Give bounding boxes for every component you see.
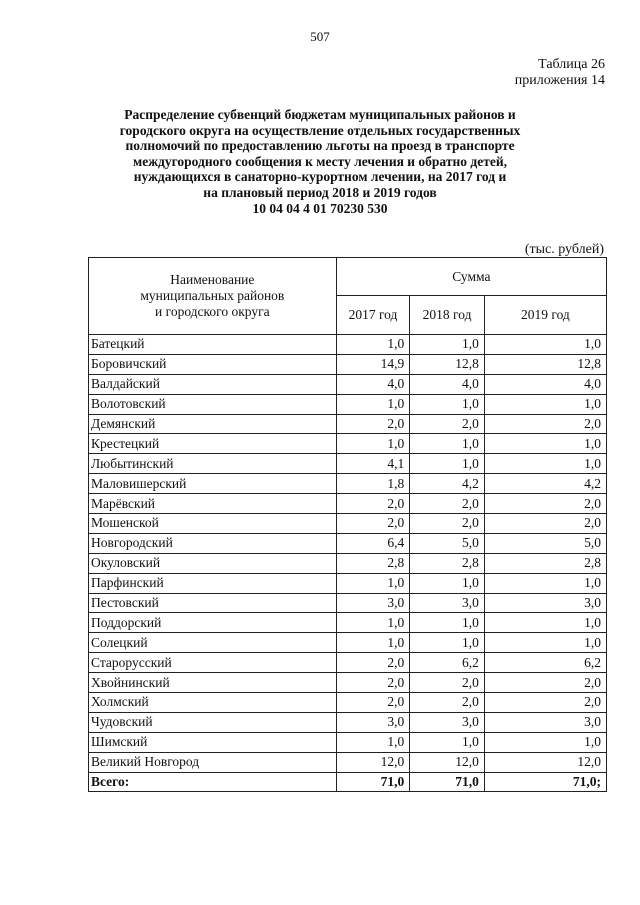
table-row: [89, 394, 607, 414]
district-name-cell: Хвойнинский: [89, 673, 337, 693]
value-2017-cell: 1,0: [336, 434, 410, 454]
value-2019-cell: 1,0: [484, 573, 606, 593]
value-2019-cell: 1,0: [484, 335, 606, 355]
district-name-cell: Шимский: [89, 732, 337, 752]
total-2017-cell: 71,0: [336, 772, 410, 792]
value-2017-cell: 2,0: [336, 673, 410, 693]
header-name-line: Наименование: [170, 272, 255, 287]
value-2018-cell: 2,0: [410, 673, 485, 693]
value-2019-cell: 2,0: [484, 673, 606, 693]
value-2019-cell: 1,0: [484, 434, 606, 454]
value-2019-cell: 12,0: [484, 752, 606, 772]
table-row: [89, 514, 607, 534]
table-row: [89, 354, 607, 374]
table-row: [89, 533, 607, 553]
value-2017-cell: 12,0: [336, 752, 410, 772]
value-2018-cell: 1,0: [410, 613, 485, 633]
value-2017-cell: 1,0: [336, 732, 410, 752]
value-2017-cell: 1,0: [336, 335, 410, 355]
value-2019-cell: 1,0: [484, 613, 606, 633]
table-row: [89, 732, 607, 752]
district-name-cell: Поддорский: [89, 613, 337, 633]
value-2018-cell: 3,0: [410, 593, 485, 613]
table-row: [89, 573, 607, 593]
value-2017-cell: 3,0: [336, 712, 410, 732]
value-2018-cell: 2,8: [410, 553, 485, 573]
header-name-cell: [89, 258, 337, 335]
value-2018-cell: 1,0: [410, 732, 485, 752]
header-sum: Сумма: [336, 258, 606, 296]
district-name-cell: Мошенской: [89, 514, 337, 534]
value-2017-cell: 1,0: [336, 613, 410, 633]
header-year-2019: 2019 год: [484, 296, 606, 335]
table-row: [89, 693, 607, 713]
value-2017-cell: 2,0: [336, 514, 410, 534]
value-2018-cell: 1,0: [410, 573, 485, 593]
table-body: [89, 335, 607, 792]
header-row: [89, 258, 607, 296]
value-2019-cell: 1,0: [484, 633, 606, 653]
value-2019-cell: 2,0: [484, 693, 606, 713]
header-year-2017: 2017 год: [336, 296, 410, 335]
value-2018-cell: 2,0: [410, 494, 485, 514]
total-2018-cell: 71,0: [410, 772, 485, 792]
value-2017-cell: 4,0: [336, 374, 410, 394]
value-2019-cell: 2,0: [484, 414, 606, 434]
value-2019-cell: 2,0: [484, 514, 606, 534]
value-2019-cell: 1,0: [484, 394, 606, 414]
district-name-cell: Маловишерский: [89, 474, 337, 494]
table-row: [89, 474, 607, 494]
value-2018-cell: 1,0: [410, 454, 485, 474]
value-2017-cell: 2,0: [336, 494, 410, 514]
title-line: городского округа на осуществление отдельных государственных: [119, 122, 521, 138]
value-2018-cell: 2,0: [410, 414, 485, 434]
total-label-cell: Всего:: [89, 772, 337, 792]
table-ref-line1: Таблица 26: [538, 57, 605, 72]
table-header: [89, 258, 607, 335]
value-2019-cell: 4,0: [484, 374, 606, 394]
district-name-cell: Новгородский: [89, 533, 337, 553]
value-2017-cell: 1,0: [336, 573, 410, 593]
value-2017-cell: 2,0: [336, 653, 410, 673]
table-row: [89, 712, 607, 732]
value-2019-cell: 4,2: [484, 474, 606, 494]
district-name-cell: Демянский: [89, 414, 337, 434]
district-name-cell: Волотовский: [89, 394, 337, 414]
value-2019-cell: 2,0: [484, 494, 606, 514]
value-2019-cell: 5,0: [484, 533, 606, 553]
district-name-cell: Окуловский: [89, 553, 337, 573]
value-2018-cell: 3,0: [410, 712, 485, 732]
value-2018-cell: 6,2: [410, 653, 485, 673]
table-row: [89, 673, 607, 693]
table-row: [89, 454, 607, 474]
table-row: [89, 414, 607, 434]
table-row: [89, 633, 607, 653]
district-name-cell: Крестецкий: [89, 434, 337, 454]
table-row: [89, 494, 607, 514]
value-2019-cell: 3,0: [484, 712, 606, 732]
district-name-cell: Боровичский: [89, 354, 337, 374]
value-2019-cell: 6,2: [484, 653, 606, 673]
district-name-cell: Марёвский: [89, 494, 337, 514]
subsidy-table: [88, 257, 607, 792]
value-2018-cell: 1,0: [410, 394, 485, 414]
value-2018-cell: 4,0: [410, 374, 485, 394]
value-2018-cell: 4,2: [410, 474, 485, 494]
district-name-cell: Великий Новгород: [89, 752, 337, 772]
budget-classification-code: 10 04 04 4 01 70230 530: [252, 200, 388, 216]
value-2017-cell: 2,0: [336, 414, 410, 434]
value-2019-cell: 1,0: [484, 454, 606, 474]
units-label: (тыс. рублей): [524, 242, 604, 257]
district-name-cell: Парфинский: [89, 573, 337, 593]
table-reference: [515, 57, 605, 89]
value-2018-cell: 2,0: [410, 514, 485, 534]
value-2017-cell: 6,4: [336, 533, 410, 553]
value-2017-cell: 14,9: [336, 354, 410, 374]
value-2017-cell: 1,0: [336, 394, 410, 414]
district-name-cell: Холмский: [89, 693, 337, 713]
district-name-cell: Чудовский: [89, 712, 337, 732]
district-name-cell: Валдайский: [89, 374, 337, 394]
value-2017-cell: 2,8: [336, 553, 410, 573]
table-row: [89, 434, 607, 454]
value-2018-cell: 1,0: [410, 434, 485, 454]
value-2019-cell: 3,0: [484, 593, 606, 613]
title-line: на плановый период 2018 и 2019 годов: [203, 184, 437, 200]
value-2018-cell: 1,0: [410, 335, 485, 355]
table-row: [89, 553, 607, 573]
header-name-line: муниципальных районов: [140, 288, 285, 303]
value-2018-cell: 1,0: [410, 633, 485, 653]
value-2017-cell: 4,1: [336, 454, 410, 474]
value-2019-cell: 1,0: [484, 732, 606, 752]
table-row: [89, 653, 607, 673]
table-row: [89, 374, 607, 394]
header-name-line: и городского округа: [155, 304, 270, 319]
total-2019-cell: 71,0;: [484, 772, 606, 792]
value-2018-cell: 5,0: [410, 533, 485, 553]
district-name-cell: Пестовский: [89, 593, 337, 613]
table-row: [89, 613, 607, 633]
value-2017-cell: 1,8: [336, 474, 410, 494]
total-row: [89, 772, 607, 792]
value-2018-cell: 2,0: [410, 693, 485, 713]
table-ref-line2: приложения 14: [514, 73, 605, 88]
value-2017-cell: 3,0: [336, 593, 410, 613]
district-name-cell: Любытинский: [89, 454, 337, 474]
district-name-cell: Батецкий: [89, 335, 337, 355]
value-2018-cell: 12,0: [410, 752, 485, 772]
district-name-cell: Солецкий: [89, 633, 337, 653]
title-line: Распределение субвенций бюджетам муниципальных районов и: [124, 107, 516, 122]
table-row: [89, 752, 607, 772]
value-2017-cell: 1,0: [336, 633, 410, 653]
district-name-cell: Старорусский: [89, 653, 337, 673]
value-2018-cell: 12,8: [410, 354, 485, 374]
title-line: полномочий по предоставлению льготы на проезд в транспорте: [125, 138, 515, 154]
table-row: [89, 593, 607, 613]
value-2019-cell: 2,8: [484, 553, 606, 573]
table-row: [89, 335, 607, 355]
value-2019-cell: 12,8: [484, 354, 606, 374]
title-line: междугородного сообщения к месту лечения и обратно детей,: [133, 153, 507, 169]
title-line: нуждающихся в санаторно-курортном лечении, на 2017 год и: [133, 169, 507, 185]
header-year-2018: 2018 год: [410, 296, 485, 335]
value-2017-cell: 2,0: [336, 693, 410, 713]
document-title: [90, 107, 550, 216]
page-number: 507: [310, 29, 330, 44]
